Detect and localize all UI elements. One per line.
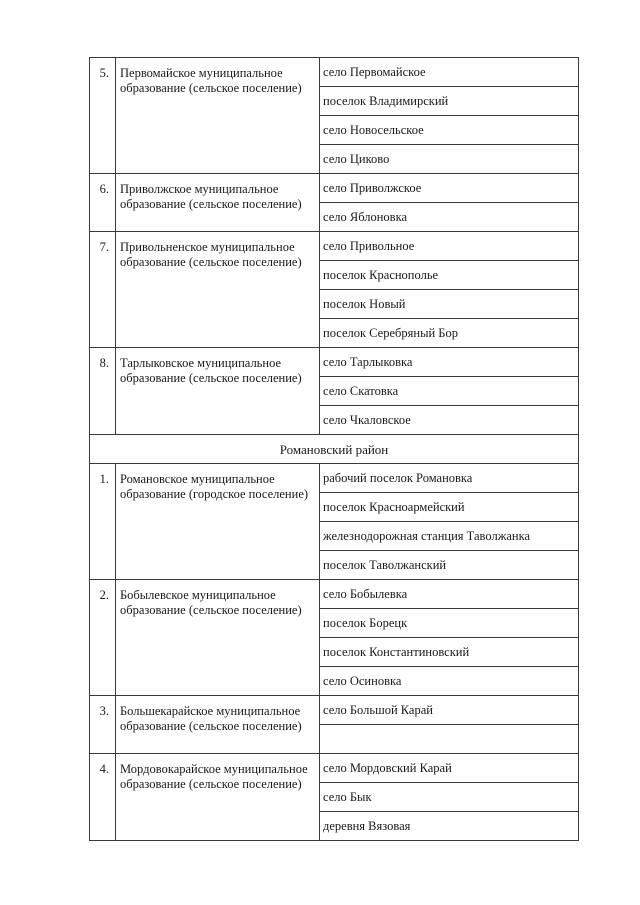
settlement-cell: село Большой Карай xyxy=(320,696,579,725)
table-body xyxy=(90,58,579,841)
municipality-name: Первомайское муниципальное образование (сельское поселение) xyxy=(116,58,320,174)
settlement-cell: поселок Таволжанский xyxy=(320,551,579,580)
settlement-cell: село Яблоновка xyxy=(320,203,579,232)
table-row xyxy=(90,464,579,493)
settlement-cell: поселок Краснополье xyxy=(320,261,579,290)
table-row xyxy=(90,232,579,261)
municipality-name: Бобылевское муниципальное образование (сельское поселение) xyxy=(116,580,320,696)
settlement-cell: село Скатовка xyxy=(320,377,579,406)
settlement-cell: поселок Новый xyxy=(320,290,579,319)
settlement-cell: железнодорожная станция Таволжанка xyxy=(320,522,579,551)
settlement-cell: рабочий поселок Романовка xyxy=(320,464,579,493)
settlement-cell: село Циково xyxy=(320,145,579,174)
district-row xyxy=(90,435,579,464)
settlement-cell: село Первомайское xyxy=(320,58,579,87)
municipality-name: Романовское муниципальное образование (городское поселение) xyxy=(116,464,320,580)
table-row xyxy=(90,58,579,87)
row-number: 8. xyxy=(90,348,116,435)
municipality-name: Большекарайское муниципальное образование (сельское поселение) xyxy=(116,696,320,754)
row-number: 3. xyxy=(90,696,116,754)
row-number: 1. xyxy=(90,464,116,580)
row-number: 4. xyxy=(90,754,116,841)
municipality-name: Мордовокарайское муниципальное образование (сельское поселение) xyxy=(116,754,320,841)
district-title: Романовский район xyxy=(90,435,579,464)
municipality-name: Приволжское муниципальное образование (сельское поселение) xyxy=(116,174,320,232)
settlement-cell: поселок Владимирский xyxy=(320,87,579,116)
row-number: 7. xyxy=(90,232,116,348)
settlement-cell: поселок Константиновский xyxy=(320,638,579,667)
table-row xyxy=(90,348,579,377)
settlement-cell: деревня Вязовая xyxy=(320,812,579,841)
settlement-cell: поселок Красноармейский xyxy=(320,493,579,522)
table-row xyxy=(90,580,579,609)
settlement-cell: село Бык xyxy=(320,783,579,812)
settlement-cell: село Новосельское xyxy=(320,116,579,145)
settlement-cell: село Тарлыковка xyxy=(320,348,579,377)
table-row xyxy=(90,696,579,725)
settlement-cell: село Мордовский Карай xyxy=(320,754,579,783)
settlement-cell: село Осиновка xyxy=(320,667,579,696)
table-row xyxy=(90,754,579,783)
row-number: 6. xyxy=(90,174,116,232)
row-number: 2. xyxy=(90,580,116,696)
row-number: 5. xyxy=(90,58,116,174)
settlement-cell: поселок Серебряный Бор xyxy=(320,319,579,348)
settlement-cell: село Привольное xyxy=(320,232,579,261)
settlement-cell: село Бобылевка xyxy=(320,580,579,609)
settlements-table xyxy=(89,57,579,841)
settlement-cell: поселок Борецк xyxy=(320,609,579,638)
settlement-cell: село Приволжское xyxy=(320,174,579,203)
settlement-cell: село Чкаловское xyxy=(320,406,579,435)
municipality-name: Тарлыковское муниципальное образование (сельское поселение) xyxy=(116,348,320,435)
settlement-cell xyxy=(320,725,579,754)
municipality-name: Привольненское муниципальное образование (сельское поселение) xyxy=(116,232,320,348)
table-row xyxy=(90,174,579,203)
